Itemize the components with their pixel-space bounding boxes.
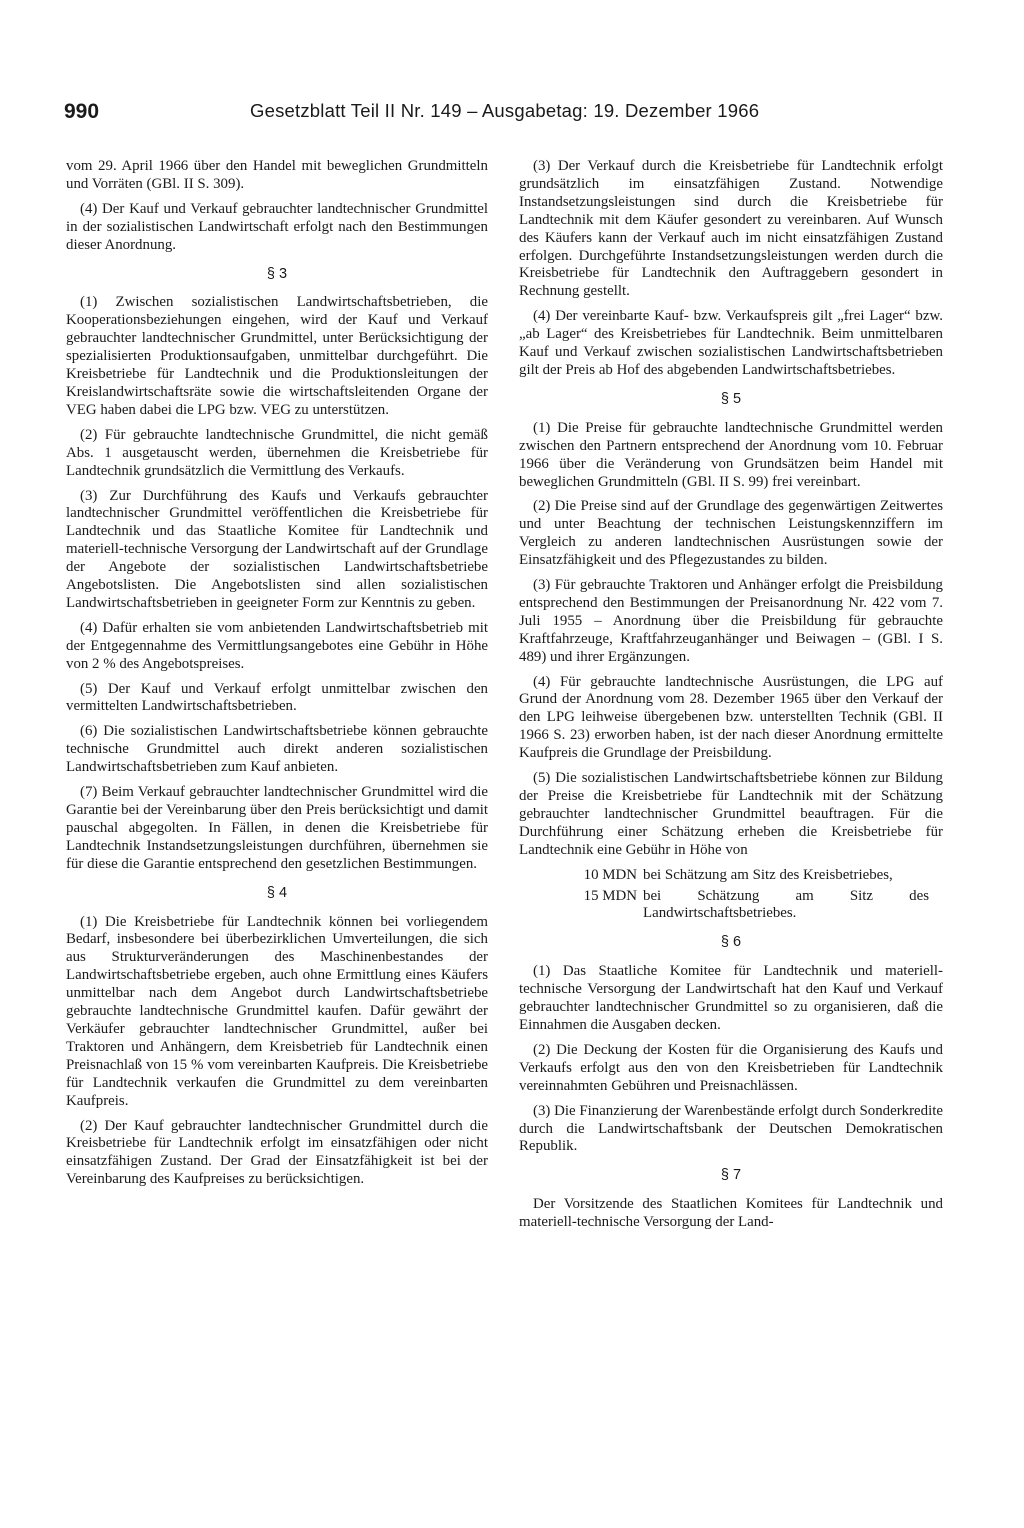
running-head: Gesetzblatt Teil II Nr. 149 – Ausgabetag: 19. Dezember 1966 bbox=[250, 100, 760, 121]
paragraph: (4) Dafür erhalten sie vom anbietenden Landwirtschaftsbetrieb mit der Entgegennahme des Vermittlungsangebotes eine Gebühr in Höhe von 2 % des Angebotspreises. bbox=[66, 619, 488, 672]
fee-description: bei Schätzung am Sitz des Landwirtschaftsbetriebes. bbox=[643, 887, 929, 922]
paragraph: Der Vorsitzende des Staatlichen Komitees für Landtechnik und materiell-technische Versorgung der Land- bbox=[519, 1196, 943, 1231]
paragraph: (3) Zur Durchführung des Kaufs und Verkaufs gebrauchter landtechnischer Grundmittel veröffentlichen die Kreisbetriebe für Landtechnik und das Staatliche Komitee für Landtechnik und materiell-technische Versorgung der Landwirtschaft auf der Grundlage der Angebote der sozialistischen Landwirtschaftsbetriebe Angebotslisten. Die Angebotslisten sind allen sozialistischen Landwirtschaftsbetrieben in geeigneter Form zur Kenntnis zu geben. bbox=[66, 487, 488, 611]
fee-description: bei Schätzung am Sitz des Kreisbetriebes, bbox=[643, 866, 893, 883]
fee-amount: 15 MDN bbox=[583, 887, 637, 904]
paragraph: (6) Die sozialistischen Landwirtschaftsbetriebe können gebrauchte technische Grundmittel auch direkt anderen sozialistischen Landwirtschaftsbetrieben zum Kauf anbieten. bbox=[66, 723, 488, 776]
paragraph: (5) Die sozialistischen Landwirtschaftsbetriebe können zur Bildung der Preise die Kreisbetriebe für Landtechnik mit der Schätzung gebrauchter landtechnischer Grundmittel beauftragen. Für die Durchführung einer Schätzung erheben die Kreisbetriebe für Landtechnik eine Gebühr in Höhe von bbox=[519, 770, 943, 858]
paragraph: (4) Der Kauf und Verkauf gebrauchter landtechnischer Grundmittel in der sozialistischen Landwirtschaft erfolgt nach den Bestimmungen dieser Anordnung. bbox=[66, 200, 488, 253]
paragraph: (3) Die Finanzierung der Warenbestände erfolgt durch Sonderkredite durch die Landwirtschaftsbank der Deutschen Demokratischen Republik. bbox=[519, 1102, 943, 1155]
paragraph: (1) Die Kreisbetriebe für Landtechnik können bei vorliegendem Bedarf, insbesondere bei überbezirklichen Umverteilungen, die sich aus Strukturveränderungen des Maschinenbestandes der Landwirtschaftsbetriebe ergeben, auch ohne Ermittlung eines Käufers unmittelbar nach dem Angebot durch Landwirtschaftsbetriebe gebrauchte landtechnische Grundmittel kaufen. Dafür gewährt der Verkäufer gebrauchter landtechnischer Grundmittel, außer bei Traktoren und Anhängern, dem Kreisbetrieb für Landtechnik einen Preisnachlaß von 15 % vom vereinbarten Kaufpreis. Die Kreisbetriebe für Landtechnik verkaufen die Grundmittel zu dem vereinbarten Kaufpreis. bbox=[66, 913, 488, 1109]
paragraph: (1) Zwischen sozialistischen Landwirtschaftsbetrieben, die Kooperationsbeziehungen eingehen, wird der Kauf und Verkauf gebrauchter landtechnischer Grundmittel, unter Berücksichtigung der spezialisierten Produktionsaufgaben, unmittelbar durchgeführt. Die Kreisbetriebe für Landtechnik und die Produktionsleitungen der Kreislandwirtschaftsräte sowie die wirtschaftsleitenden Organe der VEG haben dabei die LPG bzw. VEG zu unterstützen. bbox=[66, 294, 488, 418]
paragraph: (2) Die Deckung der Kosten für die Organisierung des Kaufs und Verkaufs erfolgt aus den von den Kreisbetrieben für Landtechnik vereinnahmten Gebühren und Preisnachlässen. bbox=[519, 1041, 943, 1094]
paragraph: (2) Der Kauf gebrauchter landtechnischer Grundmittel durch die Kreisbetriebe für Landtechnik erfolgt im einsatzfähigen oder nicht einsatzfähigen Zustand. Der Grad der Einsatzfähigkeit ist bei der Vereinbarung des Kaufpreises zu berücksichtigen. bbox=[66, 1117, 488, 1188]
paragraph: (2) Die Preise sind auf der Grundlage des gegenwärtigen Zeitwertes und unter Beachtung der technischen Leistungskennziffern im Vergleich zu anderen landtechnischen Ausrüstungen sowie der Einsatzfähigkeit und des Pflegezustandes zu bilden. bbox=[519, 498, 943, 569]
fee-row bbox=[519, 867, 943, 885]
section-heading: § 7 bbox=[720, 1167, 742, 1184]
right-column bbox=[519, 158, 943, 1239]
fee-amount: 10 MDN bbox=[583, 866, 637, 883]
paragraph: (4) Der vereinbarte Kauf- bzw. Verkaufspreis gilt „frei Lager“ bzw. „ab Lager“ des Kreisbetriebes für Landtechnik. Beim unmittelbaren Kauf und Verkauf zwischen sozialistischen Landwirtschaftsbetrieben gilt der Preis ab Hof des abgebenden Landwirtschaftsbetriebes. bbox=[519, 308, 943, 378]
paragraph: (4) Für gebrauchte landtechnische Ausrüstungen, die LPG auf Grund der Anordnung vom 28. Dezember 1965 über den Verkauf der den LPG leihweise übergebenen bzw. unterstellten Technik (GBl. II 1966 S. 23) erworben haben, ist der nach dieser Anordnung ermittelte Kaufpreis die Grundlage der Preisbildung. bbox=[519, 673, 943, 762]
fee-row bbox=[519, 888, 943, 924]
paragraph: vom 29. April 1966 über den Handel mit beweglichen Grundmitteln und Vorräten (GBl. II S. 309). bbox=[66, 158, 488, 192]
left-column bbox=[66, 158, 488, 1196]
paragraph: (3) Der Verkauf durch die Kreisbetriebe für Landtechnik erfolgt grundsätzlich im einsatzfähigen Zustand. Notwendige Instandsetzungsleistungen sind durch die Kreisbetriebe für Landtechnik mit dem Käufer gesondert zu vereinbaren. Auf Wunsch des Käufers kann der Verkauf auch im nicht einsatzfähigen Zustand erfolgen. Durchgeführte Instandsetzungsleistungen werden durch die Kreisbetriebe für Landtechnik den Auftraggebern gesondert in Rechnung gestellt. bbox=[519, 158, 943, 300]
section-heading: § 3 bbox=[266, 265, 288, 282]
paragraph: (1) Das Staatliche Komitee für Landtechnik und materiell-technische Versorgung der Landwirtschaft hat den Kauf und Verkauf gebrauchter landtechnischer Grundmittel so zu organisieren, daß die Einnahmen die Ausgaben decken. bbox=[519, 963, 943, 1033]
page-header bbox=[64, 100, 944, 130]
paragraph: (1) Die Preise für gebrauchte landtechnische Grundmittel werden zwischen den Partnern entsprechend der Anordnung vom 10. Februar 1966 über die Veränderung von Grundsätzen beim Handel mit beweglichen Grundmitteln (GBl. II S. 99) frei vereinbart. bbox=[519, 419, 943, 490]
paragraph: (7) Beim Verkauf gebrauchter landtechnischer Grundmittel wird die Garantie bei der Vereinbarung über den Preis berücksichtigt und damit pauschal abgegolten. In Fällen, in denen die Kreisbetriebe für Landtechnik Instandsetzungsleistungen durchführen, übernehmen sie für diese die Garantie entsprechend den gesetzlichen Bestimmungen. bbox=[66, 784, 488, 872]
page-number: 990 bbox=[64, 100, 100, 123]
paragraph: (5) Der Kauf und Verkauf erfolgt unmittelbar zwischen den vermittelten Landwirtschaftsbetrieben. bbox=[66, 680, 488, 715]
paragraph: (3) Für gebrauchte Traktoren und Anhänger erfolgt die Preisbildung entsprechend den Bestimmungen der Preisanordnung Nr. 422 vom 7. Juli 1955 – Anordnung über die Preisbildung für gebrauchte Kraftfahrzeuge, Kraftfahrzeuganhänger und Beiwagen – (GBl. I S. 489) und ihrer Ergänzungen. bbox=[519, 577, 943, 665]
fee-list bbox=[519, 867, 943, 924]
section-heading: § 6 bbox=[720, 934, 742, 951]
section-heading: § 4 bbox=[266, 884, 288, 901]
section-heading: § 5 bbox=[720, 390, 742, 407]
paragraph: (2) Für gebrauchte landtechnische Grundmittel, die nicht gemäß Abs. 1 ausgetauscht werden, übernehmen die Kreisbetriebe für Landtechnik grundsätzlich die Vermittlung des Verkaufs. bbox=[66, 426, 488, 479]
